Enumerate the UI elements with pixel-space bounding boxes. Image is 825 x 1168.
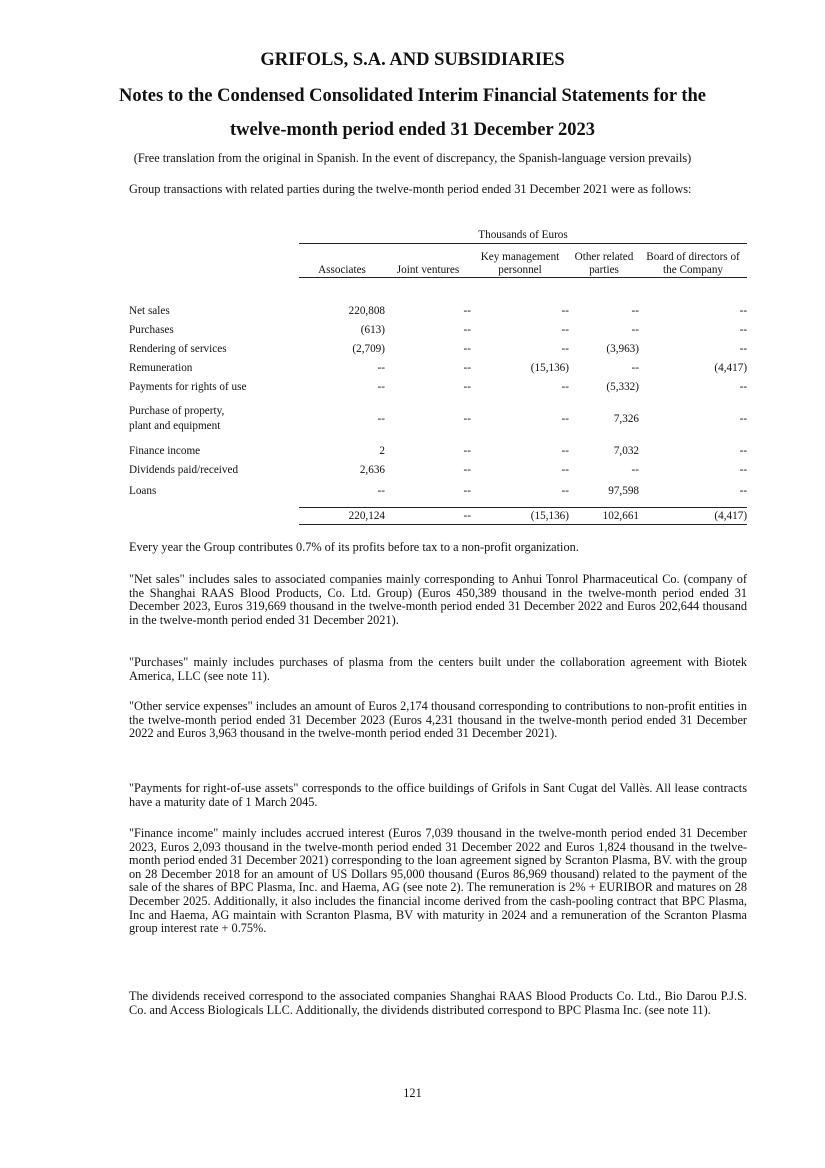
cell: -- bbox=[739, 484, 748, 497]
table-row bbox=[129, 301, 747, 320]
cell: -- bbox=[463, 413, 471, 425]
cell: -- bbox=[463, 323, 471, 336]
row-label: Finance income bbox=[129, 444, 201, 457]
table-row bbox=[129, 460, 747, 480]
cell: 2 bbox=[379, 444, 385, 457]
cell: -- bbox=[739, 381, 748, 393]
cell: -- bbox=[561, 444, 569, 457]
document-title-line-1: Notes to the Condensed Consolidated Interim Financial Statements for the bbox=[118, 86, 706, 106]
row-label: Purchases bbox=[129, 323, 174, 336]
total-cell: 220,124 bbox=[299, 508, 385, 525]
table-row bbox=[129, 339, 747, 358]
paragraph-purchases: "Purchases" mainly includes purchases of plasma from the centers built under the collaboration agreement with Biotek America, LLC (see note 11). bbox=[129, 655, 747, 683]
cell: -- bbox=[463, 444, 471, 457]
cell: -- bbox=[463, 381, 471, 393]
cell: -- bbox=[463, 361, 471, 374]
company-heading: GRIFOLS, S.A. AND SUBSIDIARIES bbox=[260, 50, 565, 70]
cell: -- bbox=[463, 304, 471, 317]
cell: (5,332) bbox=[606, 381, 639, 393]
cell: (15,136) bbox=[530, 361, 569, 374]
column-header: Board of directors of the Company bbox=[639, 244, 747, 278]
cell: -- bbox=[561, 381, 569, 393]
cell: -- bbox=[561, 484, 569, 497]
paragraph-right-of-use: "Payments for right-of-use assets" corresponds to the office buildings of Grifols in Sant Cugat del Vallès. All lease contracts have a maturity date of 1 March 2045. bbox=[129, 781, 747, 809]
document-title-line-2: twelve-month period ended 31 December 2023 bbox=[230, 120, 595, 140]
intro-paragraph: Group transactions with related parties during the twelve-month period ended 31 December 2021 were as follows: bbox=[129, 182, 692, 196]
total-cell: (15,136) bbox=[471, 508, 569, 525]
related-parties-table bbox=[129, 227, 747, 525]
row-label: Payments for rights of use bbox=[129, 381, 247, 393]
cell: -- bbox=[463, 464, 471, 476]
table-row bbox=[129, 397, 747, 441]
column-header: Key management personnel bbox=[471, 244, 569, 278]
cell: (4,417) bbox=[714, 361, 748, 374]
cell: -- bbox=[631, 361, 639, 374]
column-header: Joint ventures bbox=[385, 244, 471, 278]
cell: -- bbox=[739, 342, 748, 355]
total-row bbox=[129, 508, 747, 525]
row-label: Rendering of services bbox=[129, 342, 227, 355]
cell: -- bbox=[463, 342, 471, 355]
cell: -- bbox=[377, 413, 385, 425]
table-row bbox=[129, 358, 747, 377]
total-cell: -- bbox=[385, 508, 471, 525]
cell: (3,963) bbox=[606, 342, 639, 355]
cell: -- bbox=[377, 381, 385, 393]
cell: -- bbox=[377, 484, 385, 497]
cell: 97,598 bbox=[608, 484, 639, 497]
paragraph-finance-income: "Finance income" mainly includes accrued interest (Euros 7,039 thousand in the twelve-month period ended 31 December 2023, Euros 2,093 thousand in the twelve-month period ended 31 December 2022 and Euros 1,824 thousand in the twelve-month period ended 31 December 2021) corresponding to the loan agreement signed by Scranton Plasma, BV. with the group on 28 December 2018 for an amount of US Dollars 95,000 thousand (Euros 86,969 thousand) related to the payment of the sale of the shares of BPC Plasma, Inc. and Haema, AG (see note 2). The remuneration is 2% + EURIBOR and matures on 28 December 2025. Additionally, it also includes the financial income derived from the cash-pooling contract that BPC Plasma, Inc and Haema, AG maintain with Scranton Plasma, BV with maturity in 2024 and a remuneration of the Scranton Plasma group interest rate + 0.75%. bbox=[129, 826, 747, 936]
cell: -- bbox=[739, 444, 748, 457]
total-cell: 102,661 bbox=[569, 508, 639, 525]
cell: -- bbox=[561, 323, 569, 336]
column-header: Other related parties bbox=[569, 244, 639, 278]
units-label: Thousands of Euros bbox=[299, 227, 747, 244]
translation-note: (Free translation from the original in Spanish. In the event of discrepancy, the Spanish-language version prevails) bbox=[133, 151, 692, 165]
cell: -- bbox=[631, 323, 639, 336]
paragraph-dividends: The dividends received correspond to the associated companies Shanghai RAAS Blood Products Co. Ltd., Bio Darou P.J.S. Co. and Access Biologicals LLC. Additionally, the dividends distributed correspond to BPC Plasma Inc. (see note 11). bbox=[129, 989, 747, 1017]
cell: -- bbox=[739, 323, 748, 336]
cell: -- bbox=[561, 464, 569, 476]
cell: -- bbox=[463, 484, 471, 497]
page-number: 121 bbox=[403, 1086, 422, 1100]
paragraph-contribution: Every year the Group contributes 0.7% of its profits before tax to a non-profit organization. bbox=[129, 540, 579, 554]
cell: -- bbox=[561, 304, 569, 317]
cell: (613) bbox=[360, 323, 385, 336]
cell: (2,709) bbox=[352, 342, 385, 355]
cell: -- bbox=[739, 464, 748, 476]
cell: -- bbox=[631, 304, 639, 317]
cell: 7,326 bbox=[613, 413, 639, 425]
row-label: Loans bbox=[129, 484, 157, 497]
cell: -- bbox=[561, 342, 569, 355]
table-row bbox=[129, 320, 747, 339]
paragraph-net-sales: "Net sales" includes sales to associated companies mainly corresponding to Anhui Tonrol Pharmaceutical Co. (company of the Shanghai RAAS Blood Products, Co. Ltd. Group) (Euros 450,389 thousand in the twelve-month period ended 31 December 2023, Euros 319,669 thousand in the twelve-month period ended 31 December 2022 and Euros 202,644 thousand in the twelve-month period ended 31 December 2021). bbox=[129, 572, 747, 627]
column-header: Associates bbox=[299, 244, 385, 278]
row-label: Net sales bbox=[129, 304, 170, 317]
row-label: Remuneration bbox=[129, 361, 193, 374]
row-label: Dividends paid/received bbox=[129, 464, 239, 476]
cell: -- bbox=[631, 464, 639, 476]
cell: -- bbox=[739, 304, 748, 317]
cell: 7,032 bbox=[613, 444, 639, 457]
cell: -- bbox=[561, 413, 569, 425]
total-cell: (4,417) bbox=[639, 508, 747, 525]
row-label: Purchase of property, plant and equipment bbox=[129, 405, 225, 432]
cell: -- bbox=[739, 413, 748, 425]
table-row bbox=[129, 480, 747, 501]
table-row bbox=[129, 441, 747, 460]
paragraph-other-services: "Other service expenses" includes an amount of Euros 2,174 thousand corresponding to contributions to non-profit entities in the twelve-month period ended 31 December 2023 (Euros 4,231 thousand in the twelve-month period ended 31 December 2022 and Euros 3,963 thousand in the twelve-month period ended 31 December 2021). bbox=[129, 699, 747, 741]
table-row bbox=[129, 377, 747, 397]
cell: 220,808 bbox=[348, 304, 385, 317]
cell: -- bbox=[377, 361, 385, 374]
cell: 2,636 bbox=[359, 464, 385, 476]
